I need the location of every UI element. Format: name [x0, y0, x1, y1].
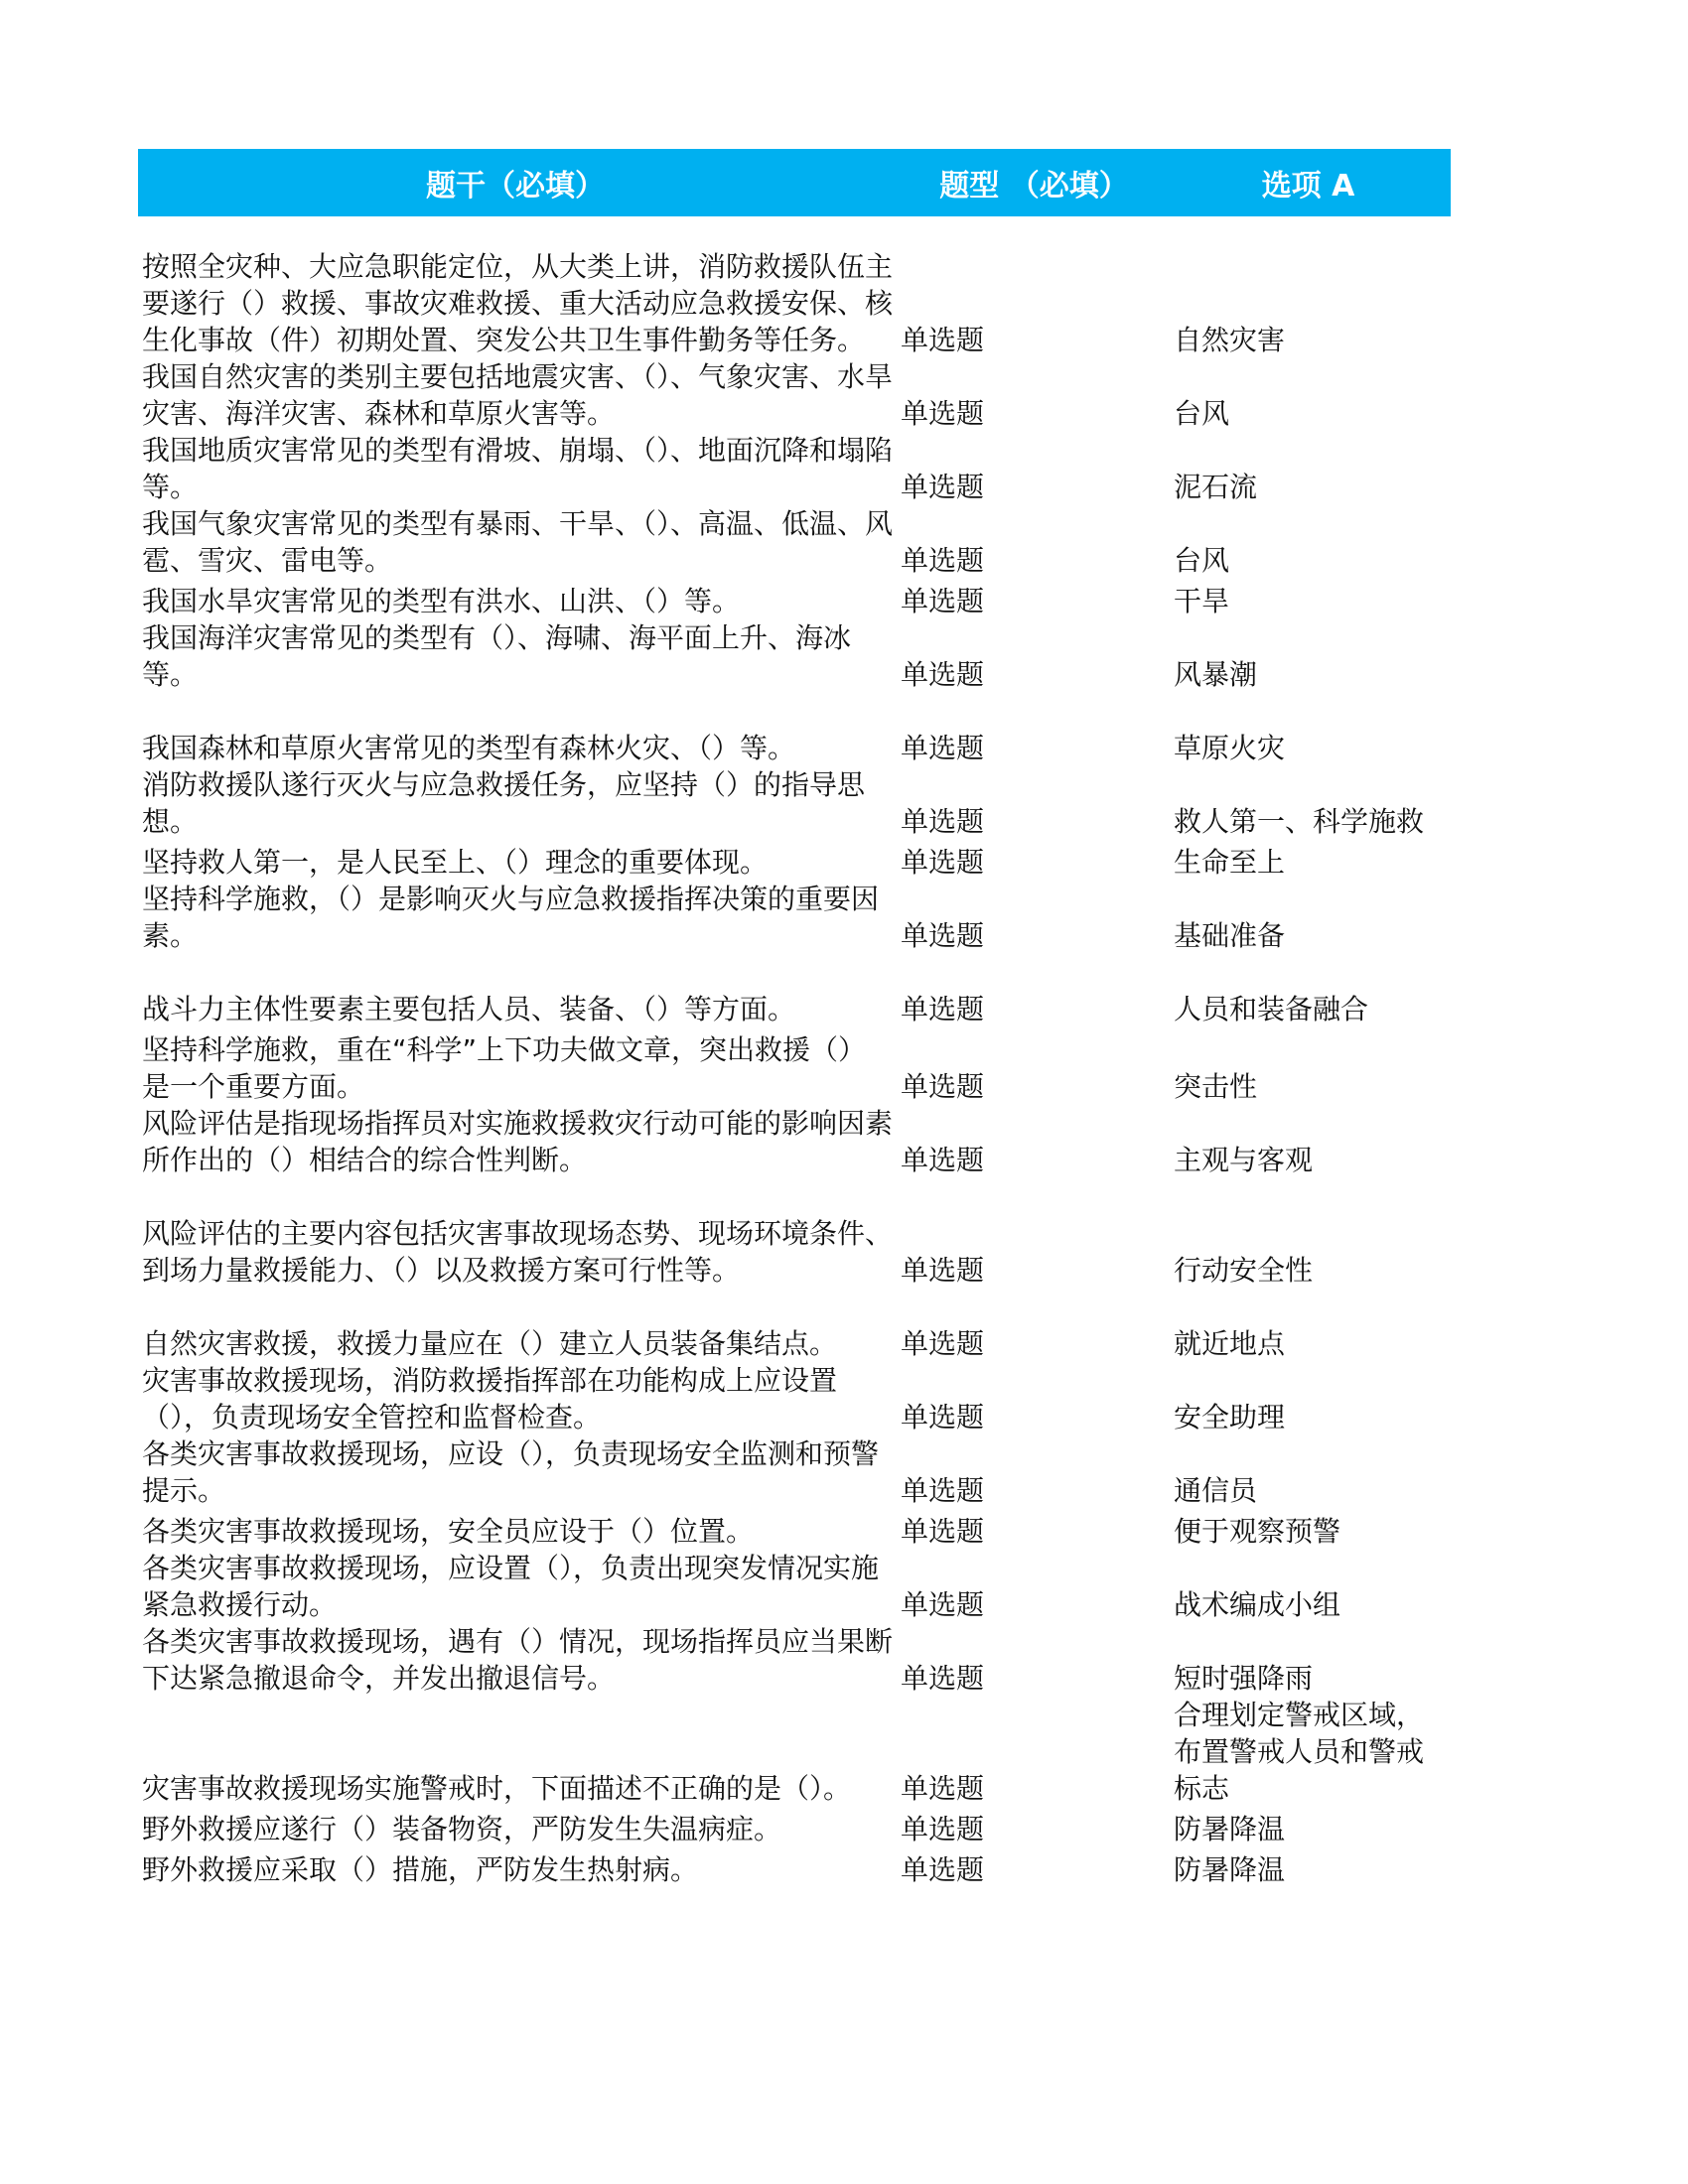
table-row[interactable]: [138, 1105, 1451, 1178]
table-row[interactable]: [138, 505, 1451, 579]
question-cell[interactable]: 我国海洋灾害常见的类型有（）、海啸、海平面上升、海冰等。: [142, 621, 852, 691]
option-a-cell[interactable]: 战术编成小组: [1174, 1588, 1341, 1621]
table-row[interactable]: [138, 216, 1451, 358]
question-cell[interactable]: 各类灾害事故救援现场，应设（），负责现场安全监测和预警提示。: [142, 1437, 880, 1507]
option-a-cell[interactable]: 泥石流: [1174, 471, 1258, 503]
option-a-cell[interactable]: 防暑降温: [1174, 1813, 1286, 1845]
option-a-cell[interactable]: 安全助理: [1174, 1401, 1286, 1433]
option-a-cell[interactable]: 就近地点: [1174, 1327, 1286, 1360]
question-cell[interactable]: 我国地质灾害常见的类型有滑坡、崩塌、（）、地面沉降和塌陷等。: [142, 434, 894, 503]
type-cell[interactable]: 单选题: [901, 1144, 985, 1176]
type-cell[interactable]: 单选题: [901, 585, 985, 617]
question-cell[interactable]: 坚持救人第一，是人民至上、（）理念的重要体现。: [142, 846, 769, 879]
type-cell[interactable]: 单选题: [901, 846, 985, 879]
question-cell[interactable]: 灾害事故救援现场实施警戒时，下面描述不正确的是（）。: [142, 1772, 852, 1805]
question-cell[interactable]: 按照全灾种、大应急职能定位，从大类上讲，消防救援队伍主要遂行（）救援、事故灾难救援、重大活动应急救援安保、核生化事故（件）初期处置、突发公共卫生事件勤务等任务。: [142, 250, 894, 356]
table-row[interactable]: [138, 881, 1451, 954]
option-a-cell[interactable]: 通信员: [1174, 1474, 1258, 1507]
question-cell[interactable]: 消防救援队遂行灭火与应急救援任务，应坚持（）的指导思想。: [142, 768, 866, 838]
question-cell[interactable]: 我国森林和草原火害常见的类型有森林火灾、（）等。: [142, 732, 796, 764]
type-cell[interactable]: 单选题: [901, 1254, 985, 1287]
option-a-cell[interactable]: 短时强降雨: [1174, 1662, 1314, 1695]
table-row[interactable]: [138, 1847, 1451, 1888]
header-row: [138, 149, 1451, 216]
type-cell[interactable]: 单选题: [901, 732, 985, 764]
option-a-cell[interactable]: 生命至上: [1174, 846, 1286, 879]
option-a-cell[interactable]: 台风: [1174, 544, 1230, 577]
type-cell[interactable]: 单选题: [901, 397, 985, 430]
type-cell[interactable]: 单选题: [901, 1662, 985, 1695]
table-row[interactable]: [138, 579, 1451, 619]
table-row[interactable]: [138, 1509, 1451, 1550]
type-cell[interactable]: 单选题: [901, 1813, 985, 1845]
table-row[interactable]: [138, 1550, 1451, 1623]
option-a-cell[interactable]: 便于观察预警: [1174, 1515, 1341, 1548]
table-row[interactable]: [138, 1697, 1451, 1807]
type-cell[interactable]: 单选题: [901, 1401, 985, 1433]
option-a-cell[interactable]: 干旱: [1174, 585, 1230, 617]
type-cell[interactable]: 单选题: [901, 544, 985, 577]
table-row[interactable]: [138, 1178, 1451, 1289]
option-a-cell[interactable]: 基础准备: [1174, 919, 1286, 952]
table-row[interactable]: [138, 1807, 1451, 1847]
option-a-cell[interactable]: 自然灾害: [1174, 324, 1286, 356]
question-cell[interactable]: 坚持科学施救，重在“科学”上下功夫做文章，突出救援（）是一个重要方面。: [142, 1033, 867, 1103]
table-row[interactable]: [138, 1027, 1451, 1105]
type-cell[interactable]: 单选题: [901, 1327, 985, 1360]
header-type[interactable]: 题型 （必填）: [939, 169, 1129, 204]
type-cell[interactable]: 单选题: [901, 658, 985, 691]
option-a-cell[interactable]: 救人第一、科学施救: [1174, 805, 1425, 838]
type-cell[interactable]: 单选题: [901, 1588, 985, 1621]
question-cell[interactable]: 野外救援应采取（）措施，严防发生热射病。: [142, 1853, 699, 1886]
type-cell[interactable]: 单选题: [901, 1772, 985, 1805]
option-a-cell[interactable]: 行动安全性: [1174, 1254, 1314, 1287]
type-cell[interactable]: 单选题: [901, 1853, 985, 1886]
table-row[interactable]: [138, 693, 1451, 766]
option-a-cell[interactable]: 主观与客观: [1174, 1144, 1314, 1176]
table-row[interactable]: [138, 766, 1451, 840]
question-cell[interactable]: 我国自然灾害的类别主要包括地震灾害、（）、气象灾害、水旱灾害、海洋灾害、森林和草原火害等。: [142, 360, 894, 430]
option-a-cell[interactable]: 突击性: [1174, 1070, 1258, 1103]
question-cell[interactable]: 战斗力主体性要素主要包括人员、装备、（）等方面。: [142, 993, 796, 1025]
question-cell[interactable]: 各类灾害事故救援现场，安全员应设于（）位置。: [142, 1515, 755, 1548]
table-row[interactable]: [138, 1362, 1451, 1435]
type-cell[interactable]: 单选题: [901, 993, 985, 1025]
table-row[interactable]: [138, 432, 1451, 505]
type-cell[interactable]: 单选题: [901, 1474, 985, 1507]
question-cell[interactable]: 野外救援应遂行（）装备物资，严防发生失温病症。: [142, 1813, 782, 1845]
header-option-a[interactable]: 选项 A: [1261, 169, 1355, 204]
table-row[interactable]: [138, 619, 1451, 693]
option-a-cell[interactable]: 台风: [1174, 397, 1230, 430]
question-cell[interactable]: 我国气象灾害常见的类型有暴雨、干旱、（）、高温、低温、风雹、雪灾、雷电等。: [142, 507, 894, 577]
table-row[interactable]: [138, 1289, 1451, 1362]
header-question[interactable]: 题干（必填）: [426, 169, 605, 204]
table-row[interactable]: [138, 1435, 1451, 1509]
question-cell[interactable]: 坚持科学施救，（）是影响灭火与应急救援指挥决策的重要因素。: [142, 883, 880, 952]
question-cell[interactable]: 灾害事故救援现场，消防救援指挥部在功能构成上应设置（），负责现场安全管控和监督检查。: [142, 1364, 838, 1433]
question-cell[interactable]: 自然灾害救援，救援力量应在（）建立人员装备集结点。: [142, 1327, 838, 1360]
option-a-cell[interactable]: 人员和装备融合: [1174, 993, 1369, 1025]
option-a-cell[interactable]: 草原火灾: [1174, 732, 1286, 764]
type-cell[interactable]: 单选题: [901, 1515, 985, 1548]
question-cell[interactable]: 我国水旱灾害常见的类型有洪水、山洪、（）等。: [142, 585, 741, 617]
table-row[interactable]: [138, 358, 1451, 432]
question-cell[interactable]: 各类灾害事故救援现场，遇有（）情况，现场指挥员应当果断下达紧急撤退命令，并发出撤退信号。: [142, 1625, 894, 1695]
spreadsheet: [138, 149, 1451, 1888]
table-row[interactable]: [138, 954, 1451, 1027]
question-cell[interactable]: 风险评估是指现场指挥员对实施救援救灾行动可能的影响因素所作出的（）相结合的综合性判断。: [142, 1107, 894, 1176]
option-a-cell[interactable]: 合理划定警戒区域，布置警戒人员和警戒标志: [1174, 1699, 1425, 1805]
option-a-cell[interactable]: 防暑降温: [1174, 1853, 1286, 1886]
option-a-cell[interactable]: 风暴潮: [1174, 658, 1258, 691]
question-cell[interactable]: 风险评估的主要内容包括灾害事故现场态势、现场环境条件、到场力量救援能力、（）以及救援方案可行性等。: [142, 1217, 894, 1287]
type-cell[interactable]: 单选题: [901, 805, 985, 838]
type-cell[interactable]: 单选题: [901, 919, 985, 952]
type-cell[interactable]: 单选题: [901, 471, 985, 503]
question-cell[interactable]: 各类灾害事故救援现场，应设置（），负责出现突发情况实施紧急救援行动。: [142, 1552, 880, 1621]
type-cell[interactable]: 单选题: [901, 1070, 985, 1103]
table-row[interactable]: [138, 840, 1451, 881]
type-cell[interactable]: 单选题: [901, 324, 985, 356]
table-row[interactable]: [138, 1623, 1451, 1697]
